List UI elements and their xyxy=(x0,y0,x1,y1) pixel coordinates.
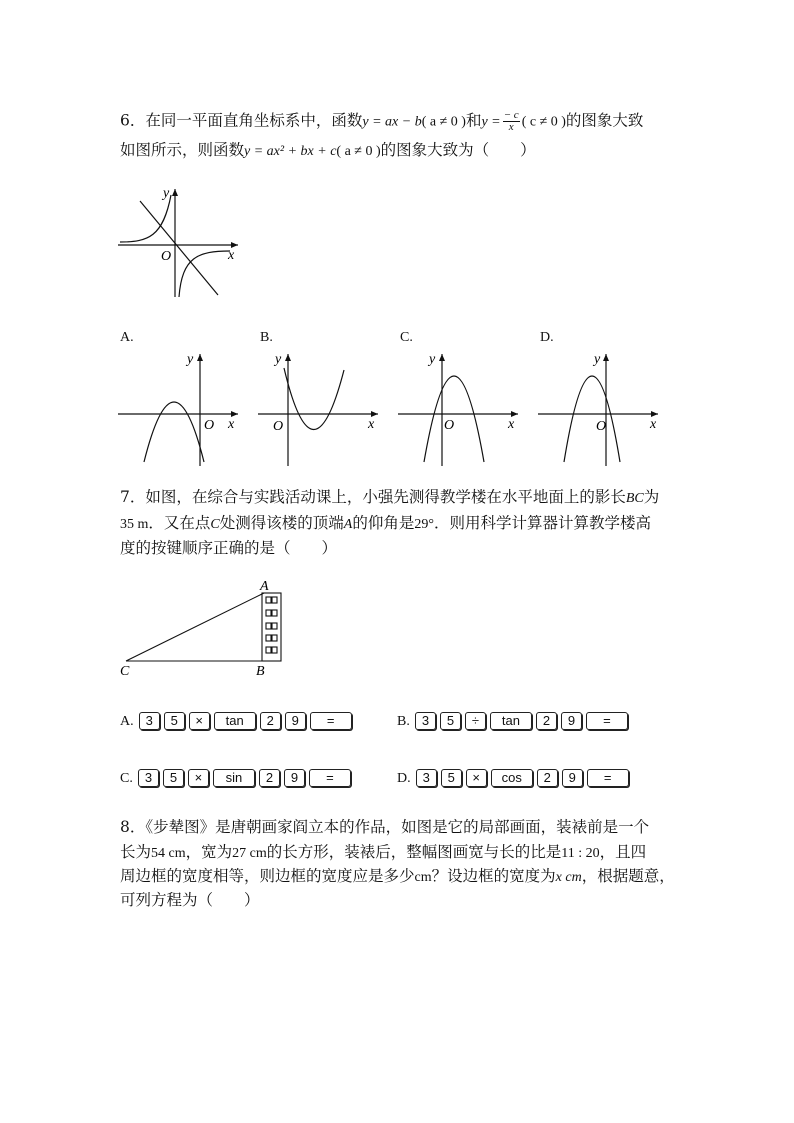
q7-point-a: A xyxy=(343,517,353,532)
q7-option-a[interactable] xyxy=(120,710,356,730)
key-5: 5 xyxy=(440,712,461,730)
y-axis-arrow xyxy=(197,354,203,361)
q7-option-d[interactable] xyxy=(397,767,633,787)
key-5: 5 xyxy=(163,769,184,787)
line-ca xyxy=(126,593,264,661)
q7-line2 xyxy=(120,513,651,535)
origin-label: O xyxy=(596,419,607,434)
q8-line4: 可列方程为（ ） xyxy=(120,891,260,909)
q7-text: 处测得该楼的顶端 xyxy=(219,514,344,532)
key-multiply: × xyxy=(188,769,209,787)
q7-text: ．则用科学计算器计算教学楼高 xyxy=(433,514,651,532)
key-2: 2 xyxy=(259,769,280,787)
label-c: C xyxy=(120,664,130,679)
q8-text: 长为 xyxy=(120,843,152,861)
y-axis-arrow xyxy=(172,189,178,196)
key-3: 3 xyxy=(138,769,159,787)
q6-inverse-condition: ( c ≠ 0 ) xyxy=(521,114,566,130)
q8-ratio: 11 : 20 xyxy=(561,846,600,861)
key-multiply: × xyxy=(189,712,210,730)
y-axis-arrow xyxy=(603,354,609,361)
q7-shadow-length: 35 m xyxy=(120,517,149,532)
q8-text: ，根据题意， xyxy=(581,867,675,885)
key-multiply: × xyxy=(466,769,487,787)
q7-line1 xyxy=(120,487,659,509)
q6-inverse-fraction xyxy=(503,110,520,133)
parabola xyxy=(284,368,344,430)
x-axis-label: x xyxy=(228,248,235,263)
q6-linear-formula: y = ax − b xyxy=(362,114,422,130)
key-3: 3 xyxy=(415,712,436,730)
origin-label: O xyxy=(204,418,215,433)
q8-line1: 8．《步辇图》是唐朝画家阎立本的作品，如图是它的局部画面，装裱前是一个 xyxy=(120,818,650,836)
q6-line1 xyxy=(120,110,643,133)
q7-option-a-keys xyxy=(139,710,356,729)
q6-inverse-lhs: y = xyxy=(481,114,501,130)
key-2: 2 xyxy=(536,712,557,730)
building-windows xyxy=(266,597,277,653)
key-9: 9 xyxy=(561,712,582,730)
key-equals: = xyxy=(310,712,352,730)
q6-answer-blank: 的图象大致为（ ） xyxy=(380,141,536,159)
key-equals: = xyxy=(309,769,351,787)
key-tan: tan xyxy=(490,712,532,730)
key-2: 2 xyxy=(260,712,281,730)
q7-text: ．又在点 xyxy=(148,514,211,532)
y-axis-label: y xyxy=(429,352,436,367)
parabola xyxy=(144,402,204,462)
key-3: 3 xyxy=(416,769,437,787)
label-b: B xyxy=(256,664,265,679)
q7-option-c-label: C. xyxy=(120,771,133,786)
q6-quadratic-formula: y = ax² + bx + c xyxy=(244,144,337,159)
linear-function-line xyxy=(140,201,218,295)
y-axis-label: y xyxy=(187,352,194,367)
key-sin: sin xyxy=(213,769,255,787)
q8-line3 xyxy=(120,866,675,888)
y-axis-label: y xyxy=(163,186,170,201)
q6-and: 和 xyxy=(465,111,482,130)
q8-text: ？设边框的宽度为 xyxy=(431,867,556,885)
q6-option-d-graph[interactable] xyxy=(538,350,663,468)
q7-option-b-keys xyxy=(415,710,632,729)
y-axis-arrow xyxy=(285,354,291,361)
q6-option-a-label[interactable]: A. xyxy=(120,330,134,345)
x-axis-label: x xyxy=(508,417,515,432)
origin-label: O xyxy=(161,249,172,264)
q6-text-end: 的图象大致 xyxy=(565,111,644,130)
q6-option-c-graph[interactable] xyxy=(398,350,523,468)
q6-option-a-graph[interactable] xyxy=(118,350,243,468)
key-9: 9 xyxy=(284,769,305,787)
q7-option-d-keys xyxy=(416,767,633,786)
origin-label: O xyxy=(444,418,455,433)
q6-option-b-label[interactable]: B. xyxy=(260,330,273,345)
y-axis-label: y xyxy=(594,352,601,367)
q8-variable: x cm xyxy=(555,870,582,885)
q8-text: 周边框的宽度相等，则边框的宽度应是多少 xyxy=(120,867,415,885)
q6-text: 6．在同一平面直角坐标系中，函数 xyxy=(120,111,363,130)
q6-linear-condition: ( a ≠ 0 ) xyxy=(421,114,466,130)
key-2: 2 xyxy=(537,769,558,787)
q6-fraction-denominator: x xyxy=(508,121,514,133)
q6-text: 如图所示，则函数 xyxy=(120,141,245,159)
y-axis-label: y xyxy=(275,352,282,367)
q7-bc: BC xyxy=(625,491,644,506)
y-axis-arrow xyxy=(439,354,445,361)
q7-point-c: C xyxy=(210,517,220,532)
q7-text: 7．如图，在综合与实践活动课上，小强先测得教学楼在水平地面上的影长 xyxy=(120,488,626,506)
key-tan: tan xyxy=(214,712,256,730)
key-equals: = xyxy=(587,769,629,787)
q6-line2 xyxy=(120,140,536,162)
q7-text: 为 xyxy=(643,488,660,506)
hyperbola-branch-left xyxy=(120,195,171,242)
key-equals: = xyxy=(586,712,628,730)
q7-option-c-keys xyxy=(138,767,355,786)
q6-quadratic-condition: ( a ≠ 0 ) xyxy=(336,144,381,159)
q8-width: 27 cm xyxy=(232,846,267,861)
q7-line3: 度的按键顺序正确的是（ ） xyxy=(120,539,338,557)
q6-fraction-numerator: − c xyxy=(503,109,519,121)
q6-option-d-label[interactable]: D. xyxy=(540,330,554,345)
x-axis-label: x xyxy=(368,417,375,432)
x-axis-label: x xyxy=(650,417,657,432)
label-a: A xyxy=(260,579,269,594)
q7-building-figure xyxy=(118,578,293,680)
q8-text: 的长方形，装裱后，整幅图画宽与长的比是 xyxy=(266,843,562,861)
q7-option-a-label: A. xyxy=(120,714,134,729)
key-9: 9 xyxy=(285,712,306,730)
q7-option-b-label: B. xyxy=(397,714,410,729)
key-5: 5 xyxy=(164,712,185,730)
key-3: 3 xyxy=(139,712,160,730)
q6-option-c-label[interactable]: C. xyxy=(400,330,413,345)
q7-angle: 29° xyxy=(414,517,434,532)
q8-length: 54 cm xyxy=(151,846,186,861)
x-axis-label: x xyxy=(228,417,235,432)
q6-option-b-graph[interactable] xyxy=(258,350,383,468)
q7-option-d-label: D. xyxy=(397,771,411,786)
q8-text: ，宽为 xyxy=(185,843,233,861)
q8-unit: cm xyxy=(414,870,432,885)
q8-text: ，且四 xyxy=(599,843,647,861)
q7-option-b[interactable] xyxy=(397,710,632,730)
parabola xyxy=(564,376,620,462)
key-5: 5 xyxy=(441,769,462,787)
key-divide: ÷ xyxy=(465,712,486,730)
origin-label: O xyxy=(273,419,284,434)
q7-option-c[interactable] xyxy=(120,767,355,787)
key-cos: cos xyxy=(491,769,533,787)
q7-text: 的仰角是 xyxy=(352,514,415,532)
q6-main-figure xyxy=(118,185,243,300)
key-9: 9 xyxy=(562,769,583,787)
q8-line2 xyxy=(120,842,646,864)
